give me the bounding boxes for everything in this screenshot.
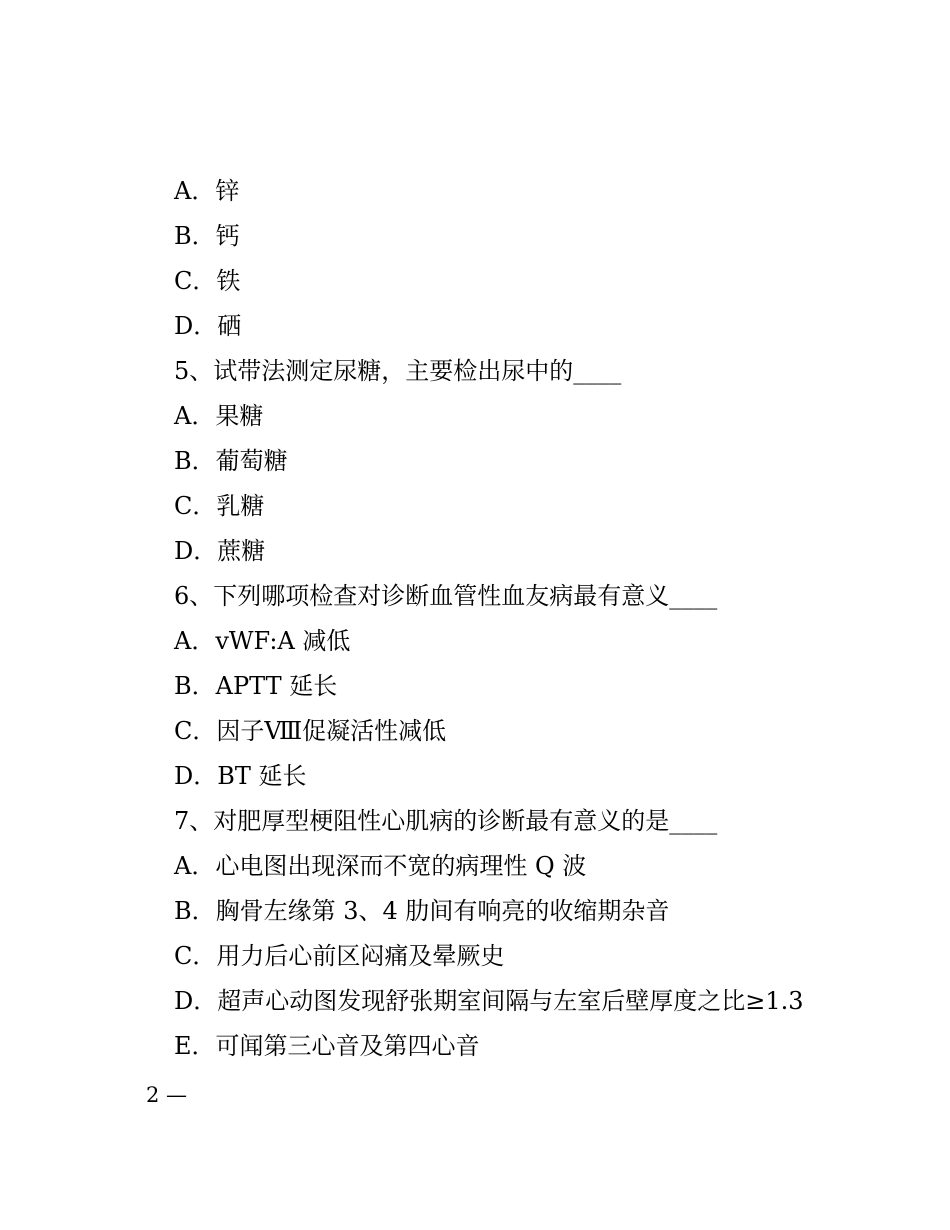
option-line: D．超声心动图发现舒张期室间隔与左室后壁厚度之比≥1.3 bbox=[174, 987, 804, 1015]
question-stem: 6、下列哪项检查对诊断血管性血友病最有意义____ bbox=[174, 582, 718, 610]
option-line: C．因子Ⅷ促凝活性减低 bbox=[174, 717, 447, 745]
option-line: A．锌 bbox=[174, 177, 240, 205]
option-line: B．钙 bbox=[174, 222, 240, 250]
option-line: A．果糖 bbox=[174, 402, 264, 430]
question-stem: 5、试带法测定尿糖，主要检出尿中的____ bbox=[174, 357, 622, 385]
option-line: E．可闻第三心音及第四心音 bbox=[174, 1032, 480, 1060]
option-line: D．硒 bbox=[174, 312, 242, 340]
option-line: C．乳糖 bbox=[174, 492, 265, 520]
question-content bbox=[174, 171, 874, 1071]
option-line: D．BT 延长 bbox=[174, 762, 307, 790]
option-line: B．APTT 延长 bbox=[174, 672, 338, 700]
page-number: 2 — bbox=[146, 1083, 188, 1107]
question-stem: 7、对肥厚型梗阻性心肌病的诊断最有意义的是____ bbox=[174, 807, 718, 835]
option-line: B．胸骨左缘第 3、4 肋间有响亮的收缩期杂音 bbox=[174, 897, 670, 925]
option-line: C．用力后心前区闷痛及晕厥史 bbox=[174, 942, 505, 970]
option-line: A．vWF:A 减低 bbox=[174, 627, 351, 655]
option-line: D．蔗糖 bbox=[174, 537, 266, 565]
option-line: C．铁 bbox=[174, 267, 241, 295]
option-line: A．心电图出现深而不宽的病理性 Q 波 bbox=[174, 852, 587, 880]
option-line: B．葡萄糖 bbox=[174, 447, 288, 475]
